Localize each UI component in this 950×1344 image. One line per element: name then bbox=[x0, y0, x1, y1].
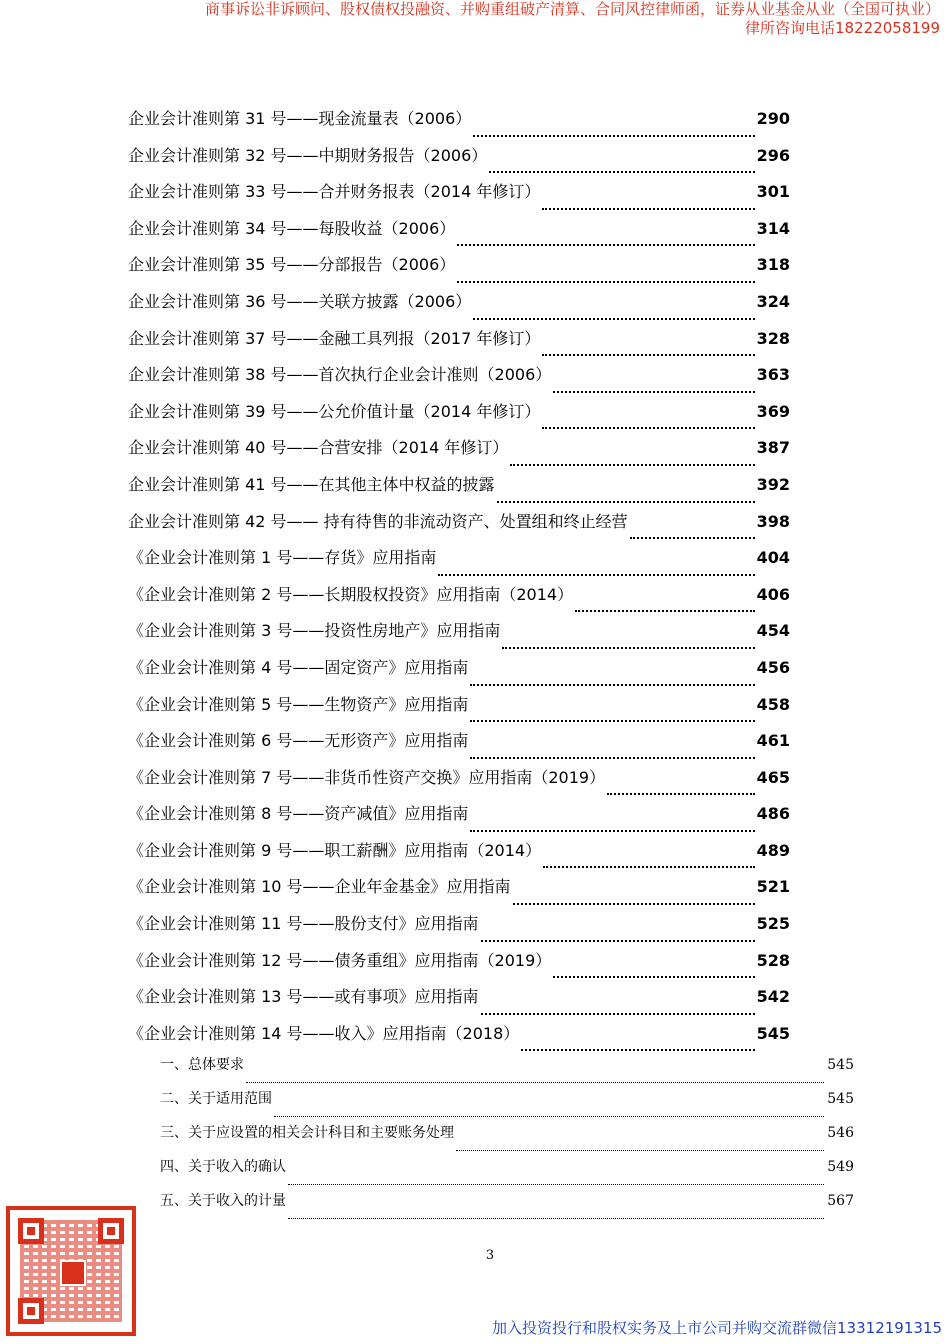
toc-entry[interactable] bbox=[128, 692, 790, 729]
toc-entry-title: 企业会计准则第 36 号——关联方披露（2006） bbox=[128, 291, 472, 311]
toc-entry[interactable] bbox=[128, 911, 790, 948]
dot-leader bbox=[542, 353, 754, 356]
toc-entry-page: 545 bbox=[756, 1023, 790, 1043]
toc-entry-title: 《企业会计准则第 11 号——股份支付》应用指南 bbox=[128, 914, 479, 934]
toc-entry[interactable] bbox=[160, 1190, 854, 1224]
toc-entry[interactable] bbox=[128, 948, 790, 985]
header-line-2: 律所咨询电话18222058199 bbox=[745, 19, 940, 37]
toc-entry-title: 四、关于收入的确认 bbox=[160, 1159, 286, 1175]
toc-entry-page: 525 bbox=[756, 914, 790, 934]
toc-entry-page: 318 bbox=[756, 255, 790, 275]
toc-entry-page: 528 bbox=[756, 950, 790, 970]
dot-leader bbox=[470, 756, 754, 759]
dot-leader bbox=[456, 1149, 824, 1151]
dot-leader bbox=[288, 1217, 824, 1219]
toc-entry[interactable] bbox=[128, 252, 790, 289]
dot-leader bbox=[553, 390, 754, 393]
toc-entry[interactable] bbox=[128, 618, 790, 655]
toc-entry-page: 398 bbox=[756, 511, 790, 531]
toc-entry-title: 企业会计准则第 31 号——现金流量表（2006） bbox=[128, 109, 472, 128]
sub-table-of-contents bbox=[160, 1054, 854, 1224]
toc-entry-title: 《企业会计准则第 2 号——长期股权投资》应用指南（2014） bbox=[128, 584, 574, 604]
qr-code-icon bbox=[6, 1206, 136, 1336]
header-line-1: 商事诉讼非诉顾问、股权债权投融资、并购重组破产清算、合同风控律师函，证券从业基金从业（全国可执业） bbox=[204, 0, 940, 18]
toc-entry[interactable] bbox=[128, 545, 790, 582]
toc-entry-page: 546 bbox=[827, 1125, 854, 1141]
toc-entry[interactable] bbox=[128, 801, 790, 838]
table-of-contents bbox=[128, 106, 790, 1057]
dot-leader bbox=[274, 1115, 824, 1117]
toc-entry-page: 521 bbox=[756, 877, 790, 897]
toc-entry[interactable] bbox=[160, 1122, 854, 1156]
toc-entry[interactable] bbox=[128, 765, 790, 802]
dot-leader bbox=[457, 280, 754, 283]
toc-entry[interactable] bbox=[128, 399, 790, 436]
toc-entry-title: 二、关于适用范围 bbox=[160, 1091, 272, 1107]
toc-entry-title: 企业会计准则第 34 号——每股收益（2006） bbox=[128, 218, 456, 238]
dot-leader bbox=[470, 683, 754, 686]
toc-entry-title: 企业会计准则第 41 号——在其他主体中权益的披露 bbox=[128, 474, 495, 494]
toc-entry-title: 《企业会计准则第 13 号——或有事项》应用指南 bbox=[128, 987, 479, 1007]
toc-entry-page: 545 bbox=[827, 1057, 854, 1073]
toc-entry[interactable] bbox=[128, 1021, 790, 1058]
page-number: 3 bbox=[485, 1248, 495, 1263]
toc-entry-title: 《企业会计准则第 1 号——存货》应用指南 bbox=[128, 548, 437, 568]
toc-entry[interactable] bbox=[128, 362, 790, 399]
toc-entry-page: 465 bbox=[756, 767, 790, 787]
toc-entry[interactable] bbox=[160, 1088, 854, 1122]
dot-leader bbox=[510, 463, 754, 466]
toc-entry-title: 三、关于应设置的相关会计科目和主要账务处理 bbox=[160, 1125, 454, 1141]
toc-entry-page: 369 bbox=[756, 401, 790, 421]
toc-entry[interactable] bbox=[128, 655, 790, 692]
toc-entry-title: 《企业会计准则第 8 号——资产减值》应用指南 bbox=[128, 804, 469, 824]
toc-entry[interactable] bbox=[128, 472, 790, 509]
toc-entry-title: 《企业会计准则第 7 号——非货币性资产交换》应用指南（2019） bbox=[128, 767, 606, 787]
toc-entry-page: 290 bbox=[756, 109, 790, 128]
toc-entry-page: 296 bbox=[756, 145, 790, 165]
toc-entry[interactable] bbox=[128, 289, 790, 326]
toc-entry-page: 324 bbox=[756, 291, 790, 311]
dot-leader bbox=[607, 792, 755, 795]
toc-entry-title: 《企业会计准则第 10 号——企业年金基金》应用指南 bbox=[128, 877, 511, 897]
toc-entry-page: 387 bbox=[756, 438, 790, 458]
toc-entry[interactable] bbox=[128, 728, 790, 765]
toc-entry-title: 《企业会计准则第 5 号——生物资产》应用指南 bbox=[128, 694, 469, 714]
toc-entry-page: 456 bbox=[756, 657, 790, 677]
toc-entry-title: 《企业会计准则第 9 号——职工薪酬》应用指南（2014） bbox=[128, 840, 542, 860]
toc-entry-page: 542 bbox=[756, 987, 790, 1007]
toc-entry[interactable] bbox=[160, 1054, 854, 1088]
toc-entry[interactable] bbox=[128, 435, 790, 472]
toc-entry[interactable] bbox=[160, 1156, 854, 1190]
toc-entry-page: 301 bbox=[756, 182, 790, 202]
toc-entry[interactable] bbox=[128, 216, 790, 253]
toc-entry-page: 406 bbox=[756, 584, 790, 604]
toc-entry-page: 461 bbox=[756, 731, 790, 751]
dot-leader bbox=[438, 573, 754, 576]
dot-leader bbox=[246, 1081, 824, 1083]
dot-leader bbox=[497, 500, 755, 503]
toc-entry-title: 企业会计准则第 35 号——分部报告（2006） bbox=[128, 255, 456, 275]
dot-leader bbox=[542, 426, 754, 429]
dot-leader bbox=[481, 939, 755, 942]
dot-leader bbox=[470, 829, 754, 832]
toc-entry[interactable] bbox=[128, 179, 790, 216]
toc-entry[interactable] bbox=[128, 143, 790, 180]
toc-entry-page: 328 bbox=[756, 328, 790, 348]
dot-leader bbox=[288, 1183, 824, 1185]
dot-leader bbox=[473, 134, 754, 137]
toc-entry-title: 企业会计准则第 39 号——公允价值计量（2014 年修订） bbox=[128, 401, 541, 421]
toc-entry[interactable] bbox=[128, 838, 790, 875]
toc-entry-page: 486 bbox=[756, 804, 790, 824]
toc-entry[interactable] bbox=[128, 509, 790, 546]
toc-entry-title: 《企业会计准则第 12 号——债务重组》应用指南（2019） bbox=[128, 950, 552, 970]
toc-entry-page: 549 bbox=[827, 1159, 854, 1175]
toc-entry-title: 企业会计准则第 32 号——中期财务报告（2006） bbox=[128, 145, 488, 165]
dot-leader bbox=[473, 317, 754, 320]
toc-entry-title: 企业会计准则第 40 号——合营安排（2014 年修订） bbox=[128, 438, 509, 458]
dot-leader bbox=[553, 975, 754, 978]
dot-leader bbox=[543, 865, 755, 868]
toc-entry[interactable] bbox=[128, 326, 790, 363]
dot-leader bbox=[489, 170, 754, 173]
toc-entry-page: 458 bbox=[756, 694, 790, 714]
dot-leader bbox=[481, 1012, 755, 1015]
toc-entry-page: 314 bbox=[756, 218, 790, 238]
toc-entry-page: 363 bbox=[756, 365, 790, 385]
toc-entry-title: 企业会计准则第 37 号——金融工具列报（2017 年修订） bbox=[128, 328, 541, 348]
page-header bbox=[60, 0, 940, 38]
toc-entry-page: 567 bbox=[827, 1193, 854, 1209]
dot-leader bbox=[457, 243, 754, 246]
toc-entry-title: 企业会计准则第 42 号—— 持有待售的非流动资产、处置组和终止经营 bbox=[128, 511, 628, 531]
toc-entry[interactable] bbox=[128, 874, 790, 911]
dot-leader bbox=[521, 1048, 754, 1051]
toc-entry-page: 404 bbox=[756, 548, 790, 568]
dot-leader bbox=[575, 609, 755, 612]
dot-leader bbox=[542, 207, 754, 210]
toc-entry-title: 《企业会计准则第 14 号——收入》应用指南（2018） bbox=[128, 1023, 520, 1043]
toc-entry[interactable] bbox=[128, 984, 790, 1021]
toc-entry-title: 《企业会计准则第 3 号——投资性房地产》应用指南 bbox=[128, 621, 501, 641]
toc-entry-title: 《企业会计准则第 4 号——固定资产》应用指南 bbox=[128, 657, 469, 677]
toc-entry-title: 一、总体要求 bbox=[160, 1057, 244, 1073]
toc-entry-page: 489 bbox=[756, 840, 790, 860]
toc-entry-title: 企业会计准则第 33 号——合并财务报表（2014 年修订） bbox=[128, 182, 541, 202]
dot-leader bbox=[513, 902, 755, 905]
page-footer: 加入投资投行和股权实务及上市公司并购交流群微信13312191315 bbox=[492, 1319, 942, 1337]
dot-leader bbox=[502, 646, 754, 649]
toc-entry-title: 企业会计准则第 38 号——首次执行企业会计准则（2006） bbox=[128, 365, 552, 385]
dot-leader bbox=[630, 536, 755, 539]
toc-entry-page: 545 bbox=[827, 1091, 854, 1107]
toc-entry-title: 五、关于收入的计量 bbox=[160, 1193, 286, 1209]
toc-entry-title: 《企业会计准则第 6 号——无形资产》应用指南 bbox=[128, 731, 469, 751]
dot-leader bbox=[470, 719, 754, 722]
toc-entry-page: 392 bbox=[756, 474, 790, 494]
toc-entry[interactable] bbox=[128, 106, 790, 143]
toc-entry-page: 454 bbox=[756, 621, 790, 641]
toc-entry[interactable] bbox=[128, 582, 790, 619]
